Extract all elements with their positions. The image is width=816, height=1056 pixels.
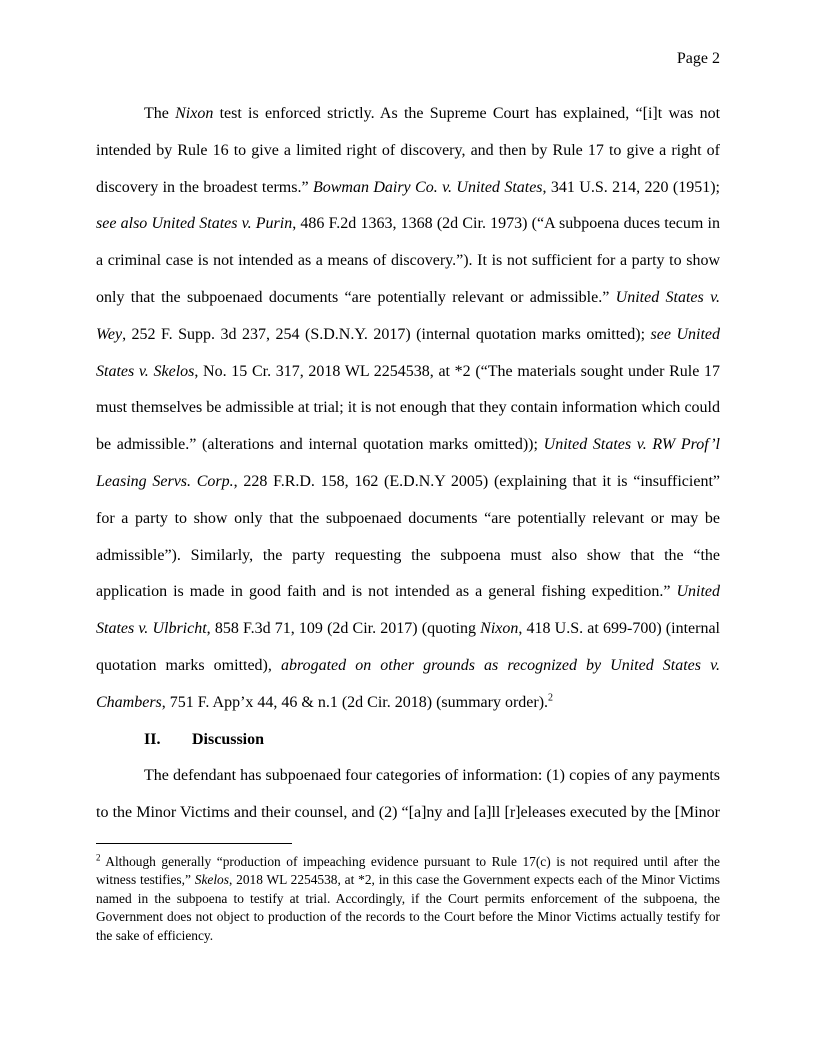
page-number: Page 2	[676, 50, 720, 67]
footnote-2: $^2$ Although generally “production of impeaching evidence pursuant to Rule 17(c) is not required until after the witness testifies,” Skelos, 2018 WL 2254538, at *2, in this case the Government expects each of the Minor Victims named in the subpoena to testify at trial. Accordingly, if the Court permits enforcement of the subpoena, the Government does not object to production of the records to the Court before the Minor Victims actually testify for the sake of efficiency.	[96, 852, 720, 943]
section-heading	[96, 722, 720, 759]
paragraph-subpoena-categories: The defendant has subpoenaed four categories of information: (1) copies of any payments to the Minor Victims and their counsel, and (2) “[a]ny and [a]ll [r]eleases executed by the [Minor	[96, 767, 720, 822]
heading-number: II.	[144, 730, 161, 748]
body-content	[96, 96, 720, 832]
footnote-area	[96, 843, 720, 945]
heading-title: Discussion	[192, 730, 265, 748]
footnote-separator	[96, 843, 292, 844]
paragraph-legal-standard: The Nixon test is enforced strictly. As the Supreme Court has explained, “[i]t was not intended by Rule 16 to give a limited right of discovery, and then by Rule 17 to give a right of discovery in the broadest terms.” Bowman Dairy Co. v. United States, 341 U.S. 214, 220 (1951); see also United States v. Purin, 486 F.2d 1363, 1368 (2d Cir. 1973) (“A subpoena duces tecum in a criminal case is not intended as a means of discovery.”). It is not sufficient for a party to show only that the subpoenaed documents “are potentially relevant or admissible.” United States v. Wey, 252 F. Supp. 3d 237, 254 (S.D.N.Y. 2017) (internal quotation marks omitted); see United States v. Skelos, No. 15 Cr. 317, 2018 WL 2254538, at *2 (“The materials sought under Rule 17 must themselves be admissible at trial; it is not enough that they contain information which could be admissible.” (alterations and internal quotation marks omitted)); United States v. RW Prof’l Leasing Servs. Corp., 228 F.R.D. 158, 162 (E.D.N.Y 2005) (explaining that it is “insufficient” for a party to show only that the subpoenaed documents “are potentially relevant or may be admissible”). Similarly, the party requesting the subpoena must also show that the “the application is made in good faith and is not intended as a general fishing expedition.” United States v. Ulbricht, 858 F.3d 71, 109 (2d Cir. 2017) (quoting Nixon, 418 U.S. at 699-700) (internal quotation marks omitted), abrogated on other grounds as recognized by United States v. Chambers, 751 F. App’x 44, 46 & n.1 (2d Cir. 2018) (summary order).$^2$	[96, 105, 721, 711]
